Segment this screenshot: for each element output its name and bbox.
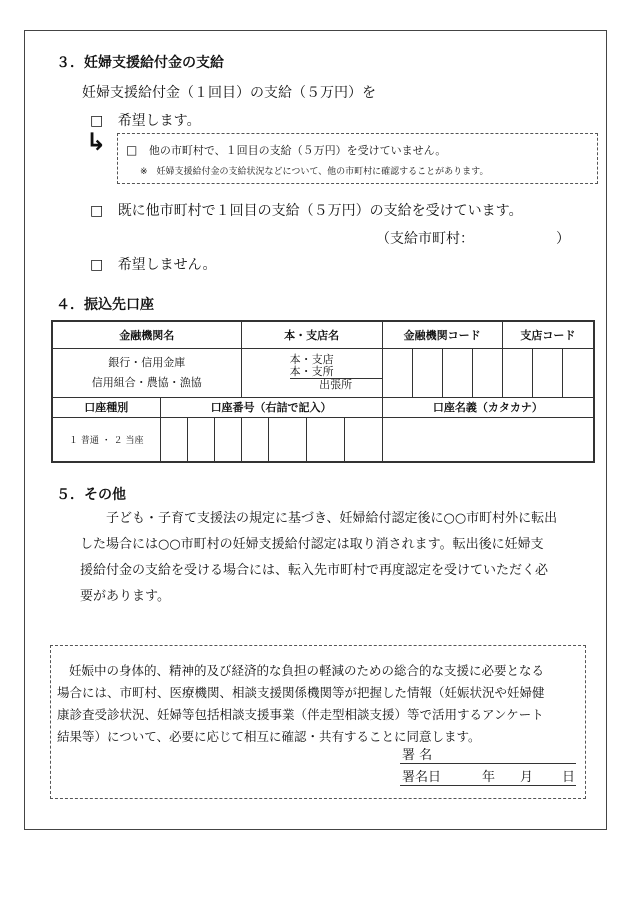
branch-code-cell[interactable]	[532, 348, 562, 397]
signature-label: 署 名	[402, 748, 433, 763]
bank-code-cell[interactable]	[442, 348, 472, 397]
bank-account-table	[51, 320, 595, 463]
account-number-cell[interactable]	[344, 417, 382, 462]
account-holder-field[interactable]	[382, 417, 594, 462]
option-already-checkbox[interactable]: □	[90, 203, 104, 219]
bank-kind-label: 銀行・信用金庫	[108, 355, 186, 369]
branch-code-cell[interactable]	[562, 348, 594, 397]
bank-code-cell[interactable]	[382, 348, 412, 397]
consent-line: 結果等）について、必要に応じて相互に確認・共有することに同意します。	[57, 729, 481, 744]
option-no-checkbox[interactable]: □	[90, 257, 104, 273]
header-branch-code: 支店コード	[502, 321, 594, 348]
section5-heading: ５．その他	[56, 487, 126, 503]
header-branch-name: 本・支店名	[241, 321, 382, 348]
account-number-cell[interactable]	[268, 417, 306, 462]
account-type-options[interactable]: １ 普通 ・ ２ 当座	[52, 417, 160, 462]
sub-option-label: 他の市町村で、１回目の支給（５万円）を受けていません。	[148, 144, 447, 157]
bank-name-field[interactable]	[52, 348, 241, 397]
branch-kind-label: 本・支所	[289, 365, 334, 378]
option-wish-checkbox[interactable]: □	[90, 113, 104, 129]
branch-kind-label: 本・支店	[289, 353, 334, 366]
option-no-label: 希望しません。	[117, 257, 217, 273]
signature-date-field[interactable]	[444, 766, 576, 784]
bank-kind-label: 信用組合・農協・漁協	[91, 375, 202, 389]
option-wish-label: 希望します。	[117, 113, 201, 129]
body-line: 子ども・子育て支援法の規定に基づき、妊婦給付認定後に○○市町村外に転出	[106, 511, 558, 526]
date-month-label: 月	[520, 770, 534, 785]
body-line: 要があります。	[80, 589, 170, 604]
date-year-label: 年	[482, 770, 496, 785]
paying-city-input[interactable]	[478, 226, 552, 246]
header-account-number: 口座番号（右詰で記入）	[160, 397, 382, 417]
sub-option-row[interactable]	[126, 142, 446, 158]
consent-line: 康診査受診状況、妊婦等包括相談支援事業（伴走型相談支援）等で活用するアンケート	[57, 707, 544, 722]
branch-code-cell[interactable]	[502, 348, 532, 397]
header-bank-name: 金融機関名	[52, 321, 241, 348]
section5-body	[80, 506, 590, 610]
signature-date-label: 署名日	[402, 770, 442, 785]
header-account-holder: 口座名義（カタカナ）	[382, 397, 594, 417]
account-number-cell[interactable]	[241, 417, 268, 462]
sub-option-note: ※ 妊婦支援給付金の支給状況などについて、他の市町村に確認することがあります。	[140, 167, 489, 177]
branch-name-field[interactable]	[241, 348, 382, 397]
signature-underline	[400, 763, 576, 764]
account-number-cell[interactable]	[160, 417, 187, 462]
option-already-label: 既に他市町村で１回目の支給（５万円）の支給を受けています。	[117, 203, 523, 219]
consent-text	[57, 660, 582, 748]
account-number-cell[interactable]	[187, 417, 214, 462]
section4-heading: ４．振込先口座	[56, 297, 154, 313]
signature-date-underline	[400, 785, 576, 786]
bank-code-cell[interactable]	[412, 348, 442, 397]
option-no-row[interactable]	[90, 254, 217, 274]
paying-city-label: （支給市町村：	[376, 231, 474, 247]
arrow-icon: ↳	[86, 128, 107, 156]
account-number-cell[interactable]	[306, 417, 344, 462]
bank-code-cell[interactable]	[472, 348, 502, 397]
section3-intro: 妊婦支援給付金（１回目）の支給（５万円）を	[82, 85, 376, 101]
option-already-row[interactable]	[90, 200, 523, 220]
branch-kind-label: 出張所	[290, 378, 382, 391]
account-number-cell[interactable]	[214, 417, 241, 462]
sub-option-checkbox[interactable]: □	[126, 143, 138, 157]
date-day-label: 日	[562, 770, 576, 785]
signature-field[interactable]	[444, 744, 576, 762]
consent-line: 妊娠中の身体的、精神的及び経済的な負担の軽減のための総合的な支援に必要となる	[69, 663, 545, 678]
body-line: した場合には○○市町村の妊婦支援給付認定は取り消されます。転出後に妊婦支	[80, 537, 544, 552]
consent-line: 場合には、市町村、医療機関、相談支援関係機関等が把握した情報（妊娠状況や妊婦健	[57, 685, 545, 700]
header-account-type: 口座種別	[52, 397, 160, 417]
paying-city-close: ）	[556, 231, 570, 247]
header-bank-code: 金融機関コード	[382, 321, 502, 348]
option-wish-row[interactable]	[90, 110, 201, 130]
section3-heading: ３．妊婦支援給付金の支給	[56, 55, 224, 71]
body-line: 援給付金の支給を受ける場合には、転入先市町村で再度認定を受けていただく必	[80, 563, 549, 578]
